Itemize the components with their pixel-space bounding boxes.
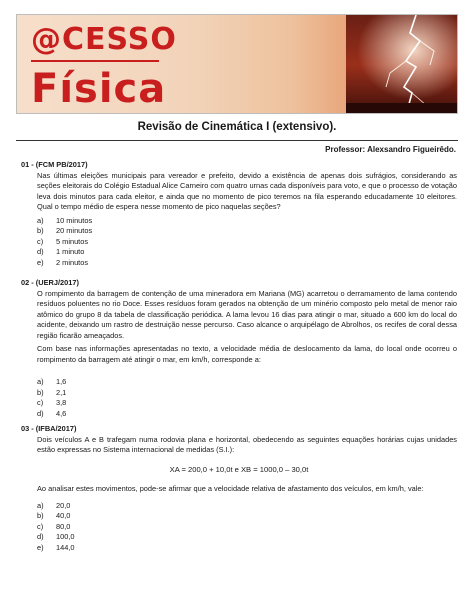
option-text: 10 minutos [56, 215, 93, 225]
question-heading: 02 - (UERJ/2017) [21, 278, 79, 287]
question-text: Dois veículos A e B trafegam numa rodovia plana e horizontal, obedecendo as seguintes equações horárias cujas unidades estão expressas no Sistema internacional de medidas (S.I.): [37, 434, 457, 454]
answer-option [37, 216, 457, 227]
option-letter: a) [37, 215, 44, 225]
question-text: O rompimento da barragem de contenção de uma mineradora em Mariana (MG) acarretou o derramamento de lama contendo resíduos poluentes no rio Doce. Esses resíduos foram gerados na obtenção de um minério composto pelo metal de menor raio atômico do grupo 8 da tabela de classificação periódica. A lama levou 16 dias para atingir o mar, situado a 600 km do local do acidente, deixando um rastro de destruição nesse percurso. Caso alcance o arquipélago de Abrolhos, os recifes de coral dessa região ficarão ameaçados. [37, 288, 457, 340]
question-1 [21, 160, 457, 268]
question-heading: 01 - (FCM PB/2017) [21, 160, 88, 169]
option-text: 40,0 [56, 511, 71, 520]
option-letter: c) [37, 236, 44, 246]
option-text: 1 minuto [56, 247, 85, 256]
option-letter: d) [37, 532, 44, 541]
answer-options [37, 216, 457, 269]
answer-option [37, 258, 457, 269]
answer-option [37, 501, 457, 512]
answer-option [37, 398, 457, 409]
question-text: Nas últimas eleições municipais para vereador e prefeito, devido a existência de apenas dois sufrágios, considerando as seções eleitorais do Colégio Estadual Alice Carneiro com quatro urnas cada disponíveis para voto, e que o processo de votação leva dois minutos para cada eleitor, e ainda que no momento de pico teremos na fila esperando educadamente 10 eleitores. Qual o tempo médio de espera nesse momento de pico naquelas seções? [37, 170, 457, 211]
question-3 [21, 424, 457, 553]
option-letter: c) [37, 398, 44, 407]
option-text: 100,0 [56, 532, 75, 541]
page-title: Revisão de Cinemática I (extensivo). [137, 121, 337, 133]
option-text: 2 minutos [56, 257, 89, 267]
option-text: 20,0 [56, 500, 71, 510]
answer-option [37, 388, 457, 399]
answer-option [37, 511, 457, 522]
professor-name: Professor: Alexsandro Figueirêdo. [325, 145, 456, 154]
option-text: 20 minutos [56, 226, 93, 235]
option-letter: b) [37, 387, 44, 397]
option-letter: b) [37, 511, 44, 520]
motion-equation: XA = 200,0 + 10,0t e XB = 1000,0 – 30,0t [169, 464, 309, 474]
option-letter: d) [37, 408, 44, 418]
answer-option [37, 247, 457, 258]
question-prompt: Com base nas informações apresentadas no texto, a velocidade média de deslocamento da lama, do local onde ocorreu o rompimento da barragem até atingir o mar, em km/h, corresponde a: [37, 344, 457, 364]
option-letter: a) [37, 500, 44, 510]
question-2 [21, 278, 457, 419]
answer-options [37, 377, 457, 419]
answer-option [37, 237, 457, 248]
acesso-logo: @CESSO [31, 22, 177, 57]
option-text: 2,1 [56, 387, 67, 397]
answer-option [37, 532, 457, 543]
option-letter: d) [37, 247, 44, 256]
question-heading: 03 - (IFBA/2017) [21, 424, 77, 433]
option-text: 3,8 [56, 398, 67, 407]
option-text: 5 minutos [56, 236, 89, 246]
option-letter: c) [37, 521, 44, 531]
option-letter: e) [37, 257, 44, 267]
option-text: 80,0 [56, 521, 71, 531]
answer-option [37, 409, 457, 420]
answer-option [37, 543, 457, 554]
option-letter: e) [37, 542, 44, 552]
answer-option [37, 226, 457, 237]
option-text: 4,6 [56, 408, 67, 418]
logo-underline [31, 60, 159, 62]
question-prompt: Ao analisar estes movimentos, pode-se afirmar que a velocidade relativa de afastamento dos veículos, em km/h, vale: [37, 484, 424, 493]
answer-option [37, 377, 457, 388]
answer-options [37, 501, 457, 554]
title-divider [16, 140, 458, 141]
subject-title: Física [31, 66, 167, 112]
option-text: 1,6 [56, 377, 67, 386]
option-letter: a) [37, 377, 44, 386]
answer-option [37, 522, 457, 533]
lightning-storm-image [346, 15, 458, 114]
option-text: 144,0 [56, 542, 75, 552]
option-letter: b) [37, 226, 44, 235]
header-banner [16, 14, 458, 114]
